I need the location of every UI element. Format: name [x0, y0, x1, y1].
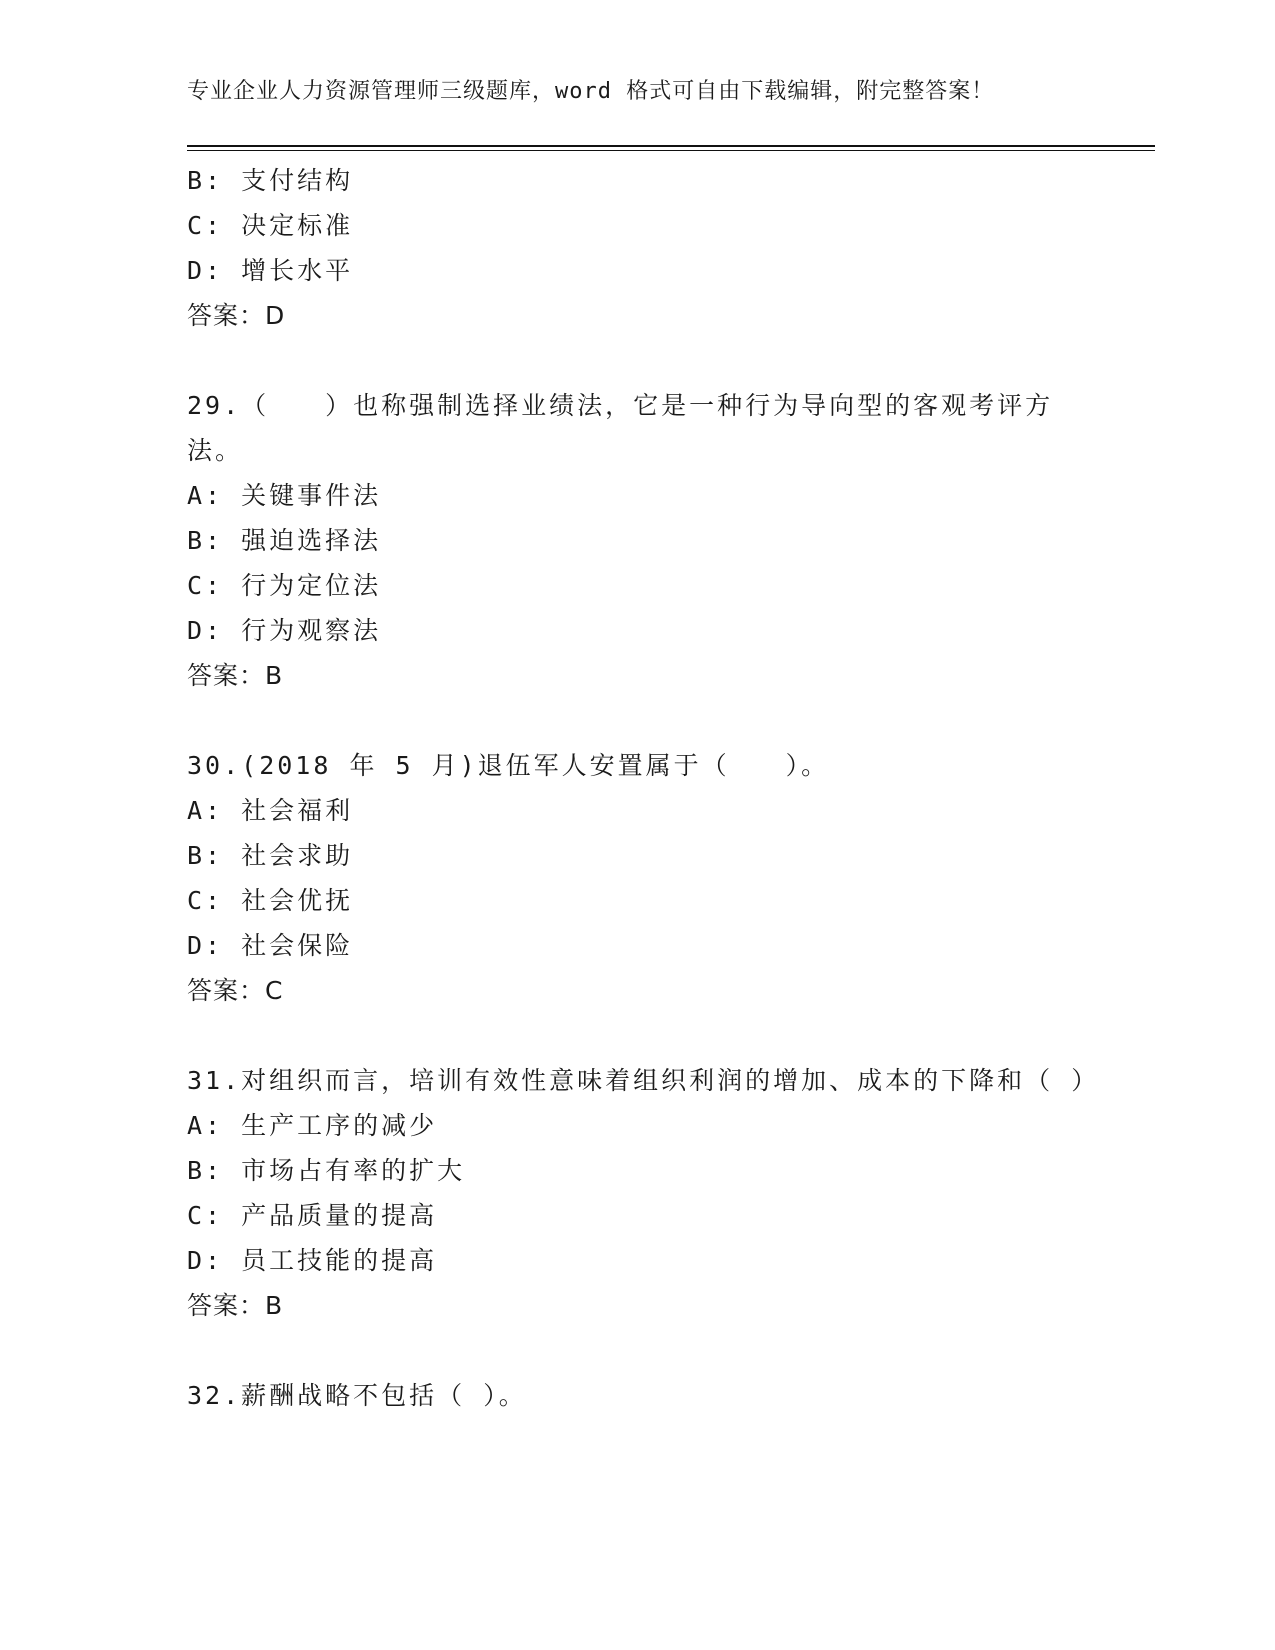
- question-text: 30.(2018 年 5 月)退伍军人安置属于（ ）。: [187, 751, 830, 780]
- option-c: C: 产品质量的提高: [187, 1201, 438, 1230]
- answer: 答案：B: [187, 661, 284, 690]
- spacer: [187, 1328, 1087, 1373]
- option-d: D: 社会保险: [187, 931, 354, 960]
- question-text: 29.（ ）也称强制选择业绩法，它是一种行为导向型的客观考评方法。: [187, 391, 1054, 465]
- spacer: [187, 338, 1087, 383]
- option-a: A: 社会福利: [187, 796, 354, 825]
- question-30: [187, 743, 1087, 1013]
- header-divider: [187, 145, 1155, 151]
- option-d: D: 员工技能的提高: [187, 1246, 438, 1275]
- answer: 答案：B: [187, 1291, 284, 1320]
- option-b: B: 强迫选择法: [187, 526, 382, 555]
- question-text: 31.对组织而言，培训有效性意味着组织利润的增加、成本的下降和（ ）: [187, 1066, 1100, 1095]
- question-text: 32.薪酬战略不包括（ ）。: [187, 1381, 527, 1410]
- question-28-continued: [187, 158, 1087, 338]
- option-b: B: 社会求助: [187, 841, 354, 870]
- question-31: [187, 1058, 1100, 1328]
- option-d: D: 增长水平: [187, 256, 354, 285]
- option-b: B: 支付结构: [187, 166, 354, 195]
- spacer: [187, 698, 1087, 743]
- option-c: C: 决定标准: [187, 211, 354, 240]
- answer: 答案：C: [187, 976, 284, 1005]
- option-c: C: 行为定位法: [187, 571, 382, 600]
- option-b: B: 市场占有率的扩大: [187, 1156, 466, 1185]
- spacer: [187, 1013, 1087, 1058]
- page-header: 专业企业人力资源管理师三级题库，word 格式可自由下载编辑，附完整答案！: [187, 79, 995, 104]
- answer: 答案：D: [187, 301, 286, 330]
- option-c: C: 社会优抚: [187, 886, 354, 915]
- question-29: [187, 383, 1087, 698]
- question-32: [187, 1373, 1087, 1418]
- option-d: D: 行为观察法: [187, 616, 382, 645]
- option-a: A: 生产工序的减少: [187, 1111, 438, 1140]
- question-list: [187, 158, 1100, 1418]
- option-a: A: 关键事件法: [187, 481, 382, 510]
